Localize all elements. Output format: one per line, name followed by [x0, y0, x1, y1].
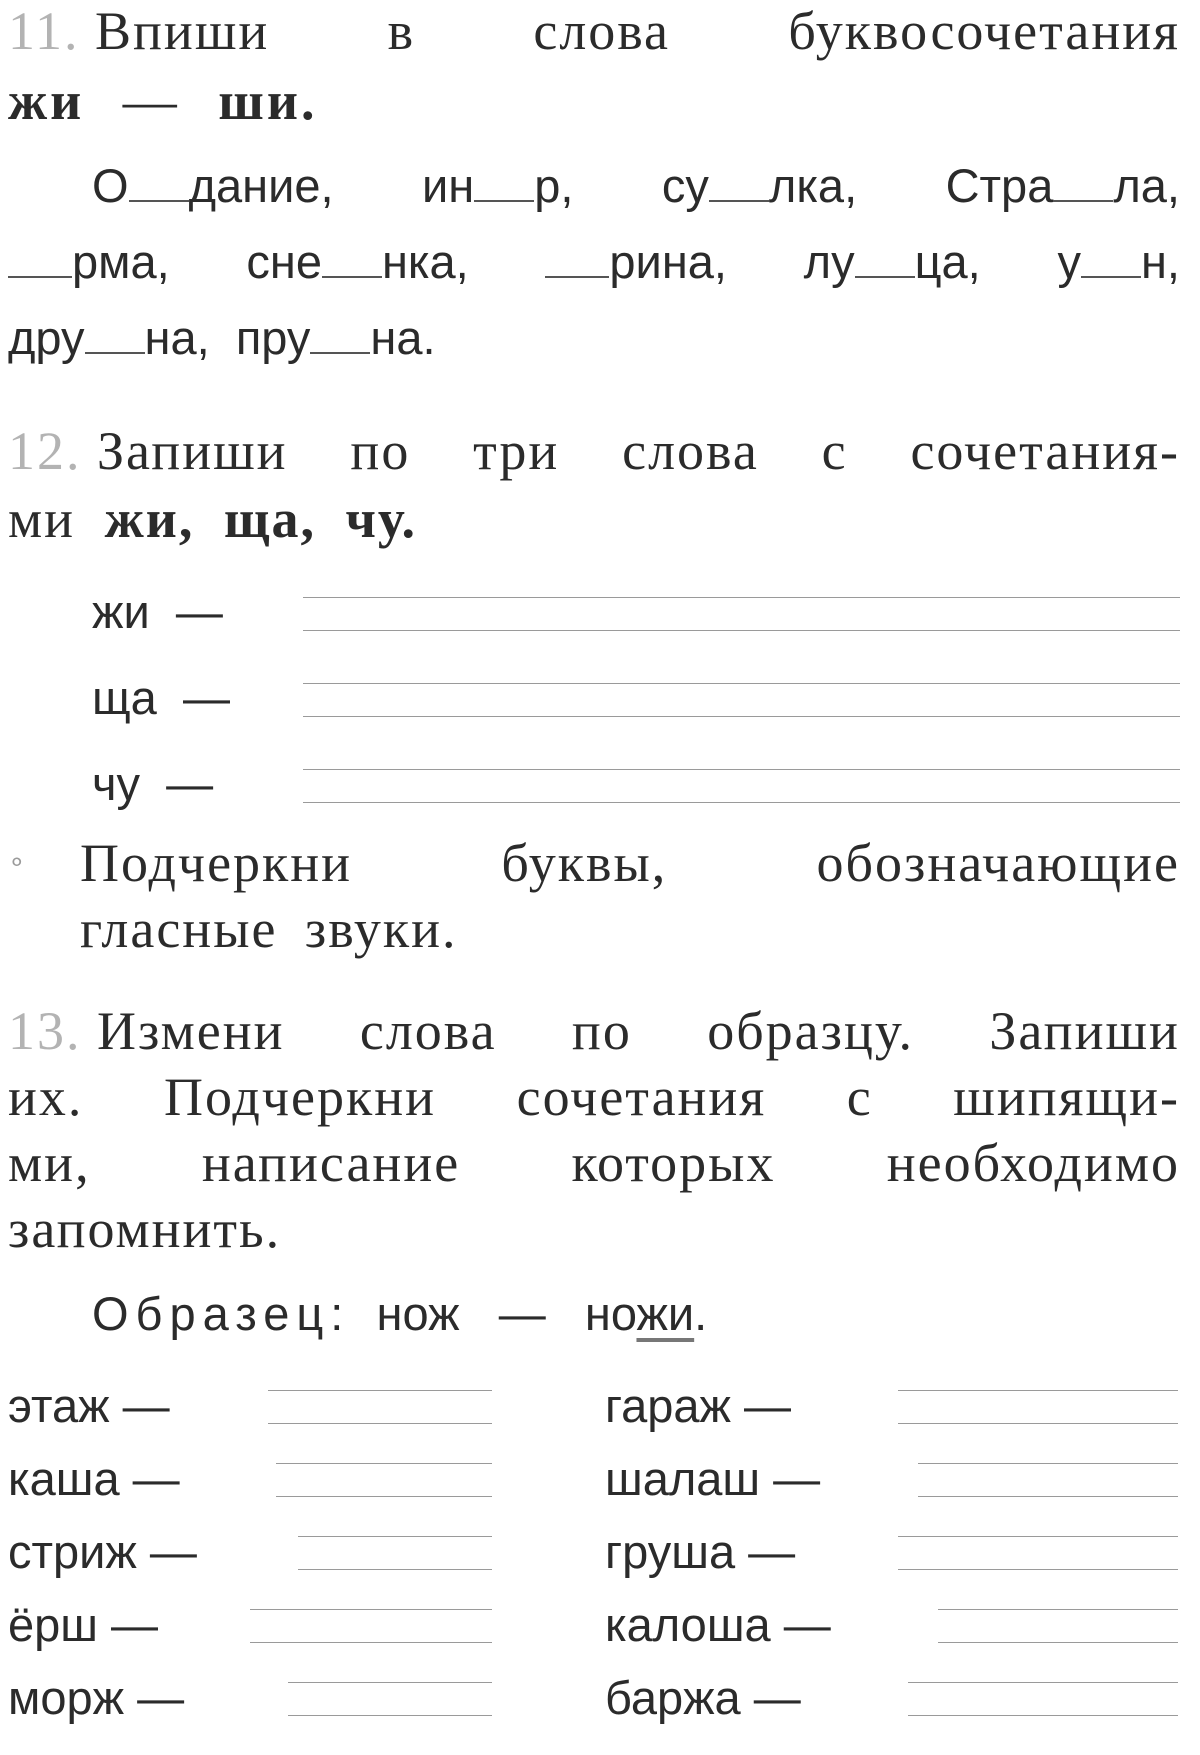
ex11-fragment: на,: [144, 311, 210, 364]
ex13-right-word: калоша —: [605, 1598, 831, 1651]
ex11-words-line2: [8, 232, 1180, 292]
ex11-fragment: ла,: [1113, 159, 1180, 212]
blank-line[interactable]: [855, 274, 915, 278]
ex13-left-word: стриж —: [8, 1525, 197, 1578]
blank-line[interactable]: [709, 198, 769, 202]
sample-dash: —: [498, 1287, 546, 1340]
ex13-word: которых: [571, 1133, 776, 1193]
row-label: чу: [92, 757, 140, 810]
ex11-fragment: дру: [8, 311, 85, 364]
blank-line[interactable]: [1053, 198, 1113, 202]
note-word: обозначающие: [816, 833, 1180, 893]
ex11-fragment: нка,: [381, 235, 469, 288]
ex13-line2: [8, 1066, 1180, 1128]
ex13-number: 13.: [8, 1001, 82, 1061]
ex13-left-word: морж —: [8, 1671, 185, 1724]
ex13-word: ми,: [8, 1133, 91, 1193]
ex11-fragment: рма,: [72, 235, 170, 288]
ex13-right-line-1[interactable]: [898, 1390, 1178, 1391]
ex11-word-2: в: [387, 1, 416, 61]
ex13-left-line-5[interactable]: [288, 1682, 492, 1683]
ex13-sample: [92, 1284, 707, 1344]
ex12-combo-chu: чу.: [345, 489, 418, 549]
ex12-combo-zhi: жи,: [104, 489, 195, 549]
row-dash: —: [166, 757, 214, 810]
ex13-word: сочетания: [516, 1067, 767, 1127]
ex13-line4: запомнить.: [8, 1199, 282, 1259]
ex13-word: их.: [8, 1067, 84, 1127]
ex12-number: 12.: [8, 421, 82, 481]
ex11-fragment: н,: [1140, 235, 1180, 288]
blank-line[interactable]: [129, 198, 189, 202]
ex13-left-line-1[interactable]: [268, 1390, 492, 1391]
ex13-left-word: каша —: [8, 1452, 180, 1505]
ex12-title-line2: [8, 488, 417, 550]
ex11-word-4: буквосочетания: [788, 1, 1180, 61]
ex13-left-line-3[interactable]: [298, 1536, 492, 1537]
note-word: Подчеркни: [80, 833, 353, 893]
blank-line[interactable]: [474, 198, 534, 202]
sample-result: [585, 1287, 707, 1340]
ex13-line1: [8, 1000, 1180, 1062]
ex12-word: с: [821, 421, 848, 481]
row-dash: —: [182, 671, 230, 724]
blank-line[interactable]: [1081, 274, 1141, 278]
ex11-fragment: рина,: [609, 235, 727, 288]
ex11-fragment: на.: [370, 311, 436, 364]
ex12-note-line2: гласные звуки.: [80, 899, 458, 959]
ex11-number: 11.: [8, 1, 80, 61]
ex13-right-line-4[interactable]: [938, 1609, 1178, 1610]
blank-line[interactable]: [8, 274, 72, 278]
note-word: буквы,: [501, 833, 668, 893]
ex11-fragment: у: [1057, 235, 1081, 288]
ex11-combo-shi: ши.: [218, 71, 318, 131]
ex12-title: [8, 420, 1180, 482]
row-label: жи: [92, 585, 150, 638]
ex13-right-word: шалаш —: [605, 1452, 821, 1505]
ex12-row-zhi-label: [92, 582, 223, 642]
ex13-word: Запиши: [989, 1001, 1180, 1061]
ex12-word: ми: [8, 489, 76, 549]
row-dash: —: [175, 585, 223, 638]
ex11-word-3: слова: [533, 1, 671, 61]
ex11-fragment: О: [92, 159, 129, 212]
ex13-word: шипящи-: [953, 1067, 1180, 1127]
ex12-row-shcha-label: [92, 668, 230, 728]
ex13-left-line-2[interactable]: [276, 1463, 492, 1464]
ex13-word: Подчеркни: [163, 1067, 437, 1127]
sample-result-part: но: [584, 1287, 637, 1340]
ex11-fragment: Стра: [945, 159, 1054, 212]
ex13-word: по: [571, 1001, 632, 1061]
sample-result-part: .: [694, 1287, 708, 1340]
ex11-title-line2: [8, 70, 317, 132]
ex11-fragment: лу: [803, 235, 855, 288]
ex13-right-line-2[interactable]: [918, 1463, 1178, 1464]
ex13-left-word: ёрш —: [8, 1598, 159, 1651]
blank-line[interactable]: [545, 274, 609, 278]
ex12-note: [80, 832, 1180, 894]
ex12-combo-shcha: ща,: [223, 489, 316, 549]
ex13-word: написание: [201, 1133, 461, 1193]
ex13-word: слова: [359, 1001, 497, 1061]
ex11-fragment: ин: [422, 159, 475, 212]
ex11-fragment: су: [661, 159, 709, 212]
ex12-word: три: [473, 421, 560, 481]
sample-result-underlined: жи: [636, 1287, 695, 1340]
blank-line[interactable]: [310, 350, 370, 354]
ex13-right-line-5[interactable]: [908, 1682, 1178, 1683]
ex13-right-line-3[interactable]: [898, 1536, 1178, 1537]
ex13-left-line-4[interactable]: [250, 1609, 492, 1610]
ex13-left-word: этаж —: [8, 1379, 170, 1432]
ex12-word: слова: [622, 421, 759, 481]
ex12-writing-line-3[interactable]: [303, 769, 1180, 770]
ex12-word: по: [350, 421, 411, 481]
ex13-right-word: груша —: [605, 1525, 796, 1578]
row-label: ща: [92, 671, 157, 724]
ex11-dash: —: [122, 71, 180, 131]
ex11-fragment: лка,: [768, 159, 858, 212]
ex13-right-word: гараж —: [605, 1379, 792, 1432]
ex11-fragment: пру: [235, 311, 311, 364]
sample-label: Образец:: [92, 1287, 351, 1340]
ex11-fragment: дание,: [188, 159, 334, 212]
ex13-word: с: [846, 1067, 873, 1127]
blank-line[interactable]: [322, 274, 382, 278]
ex13-word: Измени: [97, 1001, 285, 1061]
ex12-writing-line-1[interactable]: [303, 597, 1180, 598]
ex11-fragment: р,: [534, 159, 574, 212]
ex11-words-line1: [92, 156, 1180, 216]
ex13-right-word: баржа —: [605, 1671, 801, 1724]
ex11-combo-zhi: жи: [8, 71, 85, 131]
note-bullet-icon: ∘: [8, 847, 26, 878]
ex11-fragment: сне: [246, 235, 322, 288]
ex11-title: [8, 0, 1180, 62]
blank-line[interactable]: [85, 350, 145, 354]
ex12-row-chu-label: [92, 754, 213, 814]
ex11-words-line3: [8, 308, 436, 368]
ex12-word: Запиши: [97, 421, 288, 481]
ex12-writing-line-2[interactable]: [303, 683, 1180, 684]
ex11-word-1: Впиши: [95, 1, 270, 61]
ex13-line3: [8, 1132, 1180, 1194]
ex13-word: необходимо: [886, 1133, 1180, 1193]
ex13-word: образцу.: [707, 1001, 914, 1061]
ex11-fragment: ца,: [914, 235, 981, 288]
ex12-word: сочетания-: [910, 421, 1180, 481]
sample-word: нож: [376, 1287, 460, 1340]
